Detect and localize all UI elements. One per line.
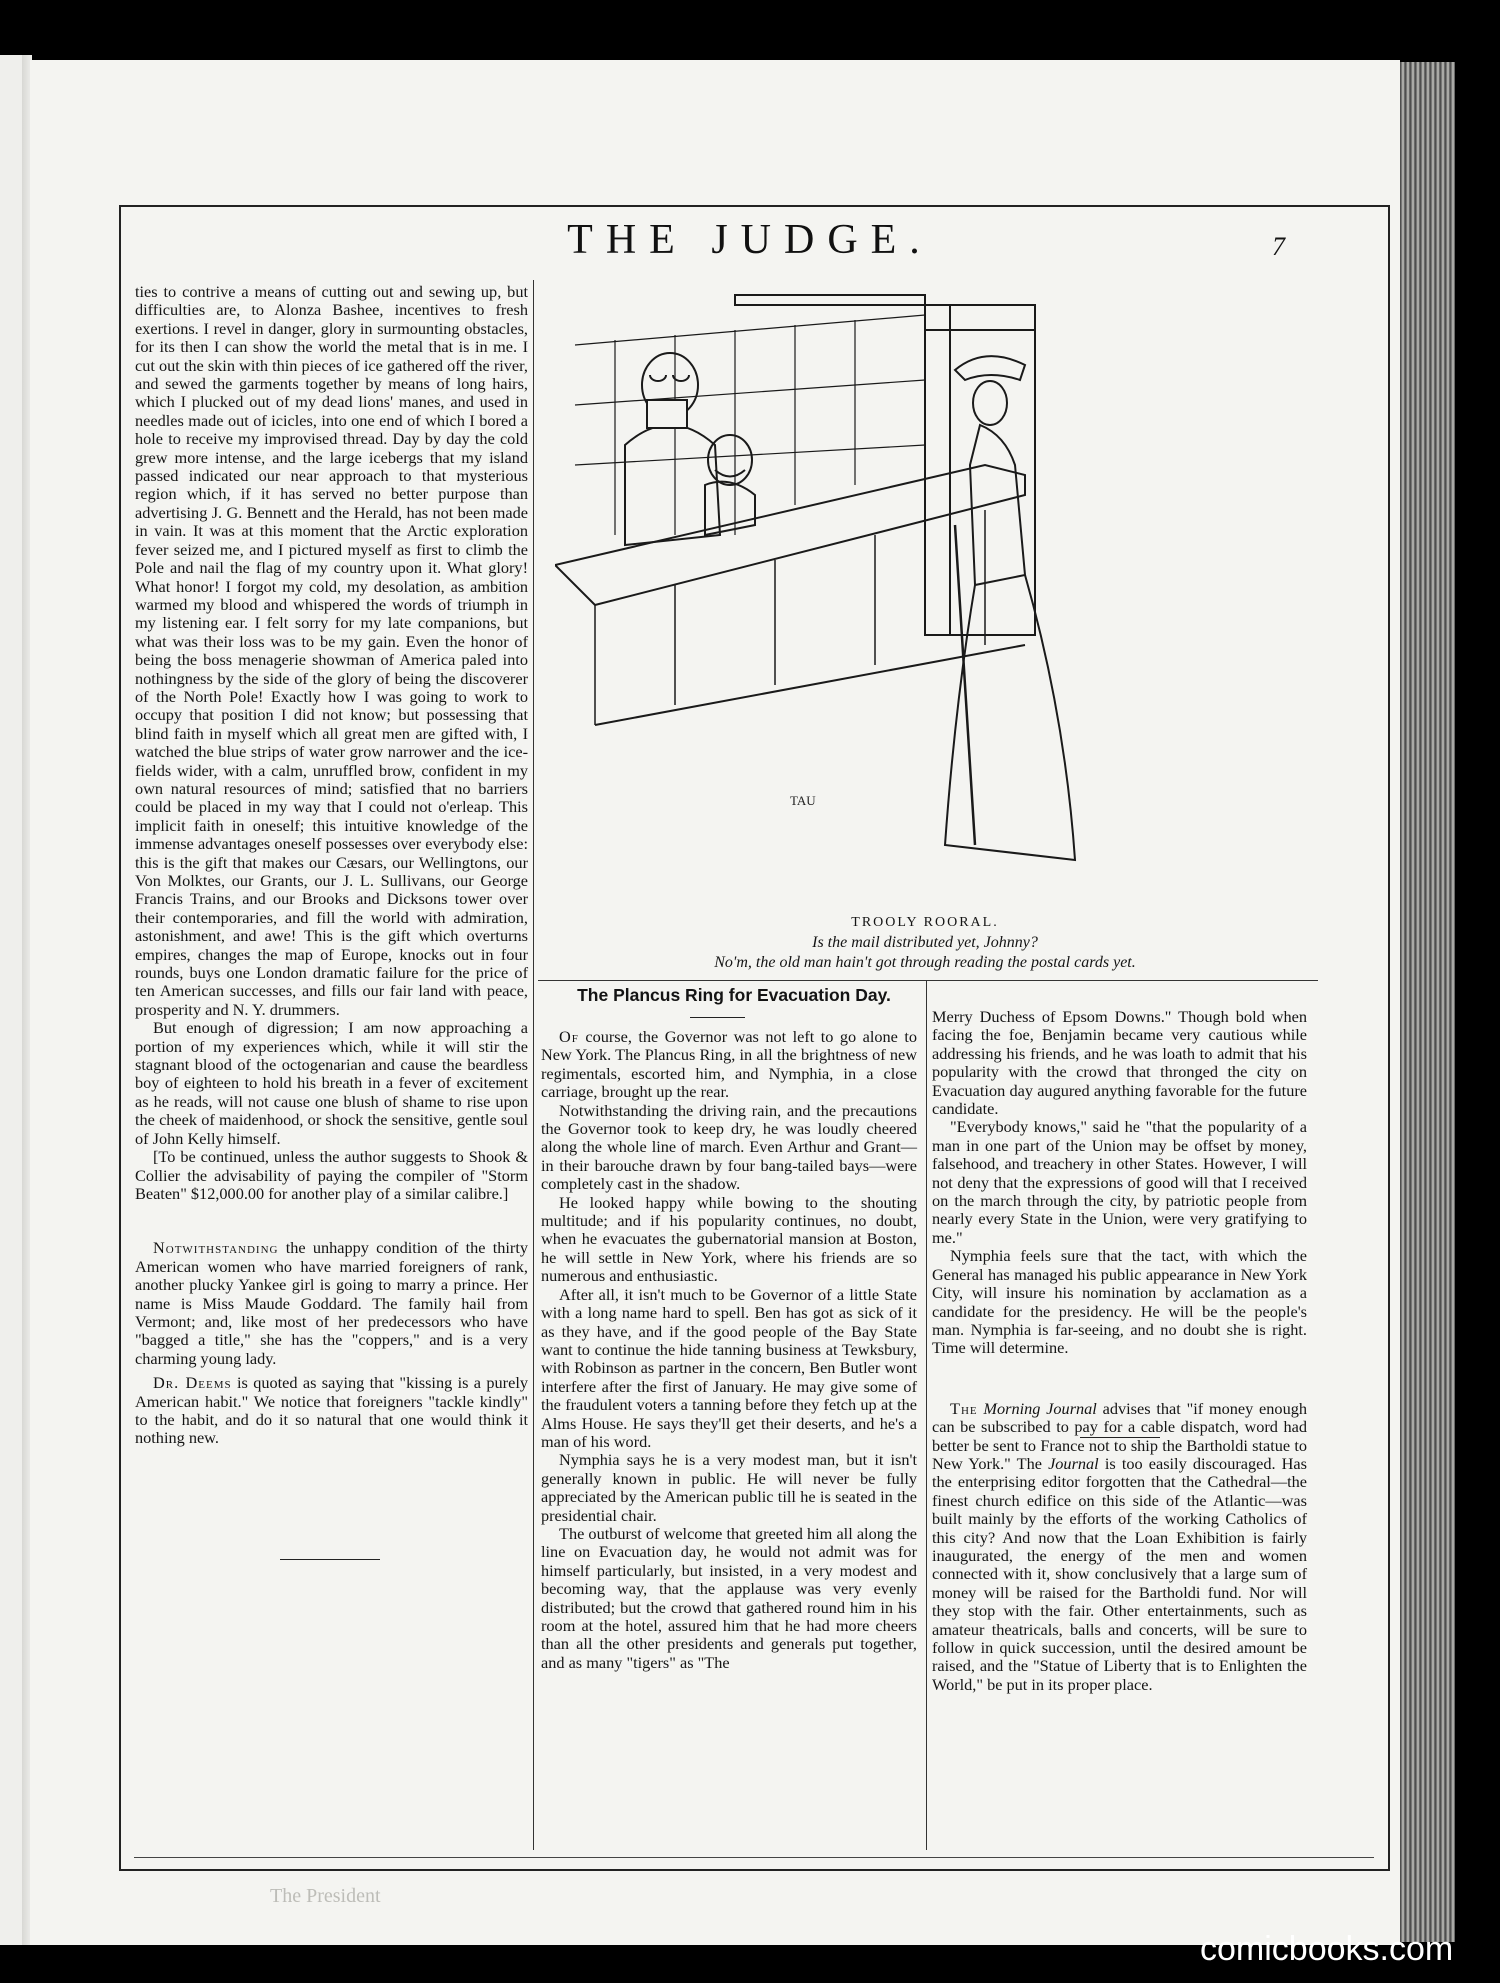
deems-item — [135, 1374, 528, 1448]
editor-note: [To be continued, unless the author suggests to Shook & Collier the advisability of paying the compiler of "Storm Beaten" $12,000.00 for another play of a similar calibre.] — [135, 1147, 528, 1203]
window-lattice — [575, 315, 925, 535]
goddard-text: the unhappy condition of the thirty American women who have married foreigners of rank, another plucky Yankee girl is going to marry a prince. Her name is Miss Maude Goddard. The family hail from Vermont; and, like most of her predecessors who have "bagged a title," she has the "coppers," and is a very charming young lady. — [135, 1238, 528, 1368]
left-column — [135, 283, 528, 1448]
journal-item — [932, 1400, 1307, 1695]
article-heading: The Plancus Ring for Evacuation Day. — [577, 985, 891, 1005]
journal-text-b: is too easily discouraged. Has the enterprising editor forgotten that the Cathedral—the finest church edifice on this side of the Atlantic—was built mainly by the efforts of the working Catholics of this city? And now that the Loan Exhibition is fairly inaugurated, the energy of the men and women connected with it, show conclusively that a large sum of money will be raised for the Bartholdi fund. Nor will they stop with the fair. Other entertainments, such as amateur theatricals, balls and concerts, will be sure to follow in quick succession, until the desired amount be raised, and the "Statue of Liberty that is to Enlighten the World," be put in its proper place. — [932, 1453, 1307, 1694]
page-border-inner-bottom — [134, 1857, 1374, 1858]
cartoon-caption-question: Is the mail distributed yet, Johnny? — [812, 934, 1038, 951]
column-rule-right — [926, 980, 927, 1850]
show-through-text: The President — [270, 1885, 381, 1907]
journal-name: Morning Journal — [983, 1398, 1097, 1418]
serial-text: ties to contrive a means of cutting out and sewing up, but difficulties are, to Alonza Bashee, incentives to fresh exertions. I revel in danger, glory in surmounting obstacles, for its then I can show the world the metal that is in me. I cut out the skin with thin pieces of ice gathered off the river, and sewed the garments together by means of long hairs, which I plucked out of my dead lions' manes, and used in needles made out of icicles, into one end of which I bored a hole to receive my improvised thread. Day by day the cold grew more intense, and the large icebergs that my island passed indicated our near approach to that mysterious region which, if it has served no better purpose than advertising J. G. Bennett and the Herald, has not been made in vain. It was at this moment that the Arctic exploration fever seized me, and I pictured myself as first to climb the Pole and nail the flag of my country upon it. What glory! What honor! I forgot my cold, my desolation, as ambition warmed my blood and whispered the words of triumph in my listening ear. I felt sorry for my late companions, but what was their loss was to be my gain. Even the honor of being the boss menagerie showman of America paled into nothingness by the side of the glory of being the discoverer of the North Pole! Exactly how I was going to work to occupy that position I did not know; but possessing that blind faith in myself which all great men are gifted with, I watched the blue strips of water grow narrower and the ice-fields wider, with a calm, unruffled brow, confident in my own natural resources of mind; satisfied that no barriers could be placed in my way that I could not o'erleap. This implicit faith in oneself; this intuitive knowledge of the immense advantages oneself possesses over everybody else: this is the gift that makes our Cæsars, our Wellingtons, our Von Molktes, our Grants, our J. L. Sullivans, our George Francis Trains, and our Brooks and Dicksons tower over their contemporaries, and fill the world with admiration, astonishment, and awe! This is the gift which overturns empires, changes the map of Europe, knocks out in four rounds, buys one London dramatic failure for the price of ten American successes, and fills our fair land with peace, prosperity and N. Y. drummers. — [135, 282, 528, 1019]
goddard-lead: Notwithstanding — [153, 1238, 279, 1258]
journal-lead: The — [950, 1398, 978, 1418]
article-p2: Notwithstanding the driving rain, and the precautions the Governor took to keep dry, he was loudly cheered along the whole line of march. Even Arthur and Grant—in their barouche drawn by four bang-tailed bays—were completely cast in the shadow. — [541, 1100, 917, 1194]
page-number: 7 — [1272, 232, 1285, 261]
article-p6-continued: Merry Duchess of Epsom Downs." Though bold when facing the foe, Benjamin became very cautious while addressing his friends, and he was loath to admit that his popularity with the crowd that thronged the city on Evacuation day augured anything favorable for the future candidate. — [932, 1007, 1307, 1119]
page-edges — [1400, 62, 1455, 1942]
column-rule-left — [533, 280, 534, 1850]
artist-signature: TAU — [790, 793, 816, 808]
deems-text: is quoted as saying that "kissing is a purely American habit." We notice that foreigners "tackle kindly" to the habit, and do it so natural that one would think it nothing new. — [135, 1373, 528, 1448]
post-office-illustration — [555, 285, 1215, 897]
middle-column — [541, 1008, 917, 1672]
right-column — [932, 1008, 1307, 1694]
mail-cabinet — [925, 305, 1035, 635]
article-p7: "Everybody knows," said he "that the popularity of a man in one part of the Union may be offset by money, falsehood, and treachery in other States. However, I will not deny that the expressions of good will that I received on the march through the city, by patriotic people from nearly every State in the Union, were very gratifying to me." — [932, 1117, 1307, 1247]
journal-text-a: advises that "if money enough can be subscribed to pay for a cable dispatch, word had better be sent to France not to ship the Bartholdi statue to New York." The — [932, 1398, 1307, 1473]
cartoon-title: TROOLY ROORAL. — [851, 915, 999, 930]
article-p3: He looked happy while bowing to the shouting multitude; and if his popularity continues, no doubt, when he evacuates the gubernatorial mansion at Boston, he will settle in New York, where his friends are so numerous and enthusiastic. — [541, 1192, 917, 1286]
section-rule-left — [280, 1559, 380, 1560]
watermark: comicbooks.com — [1200, 1930, 1454, 1968]
woman-figure — [945, 356, 1075, 860]
cartoon-caption-answer: No'm, the old man hain't got through reading the postal cards yet. — [714, 954, 1136, 971]
article-p1-text: course, the Governor was not left to go alone to New York. The Plancus Ring, in all the brightness of new regimentals, escorted him, and Nymphia, in a close carriage, brought up the rear. — [541, 1027, 917, 1102]
article-lead: Of — [559, 1027, 579, 1046]
article-p4: After all, it isn't much to be Governor of a little State with a long name hard to spell. Ben has got as sick of it as they have, and if the good people of the Bay State want to continue the hide tanning business at Tewksbury, with Robinson as partner in the concern, Ben Butler wont interfere after the first of January. He may give some of the fraudulent voters a tanning before they fetch up at the Alms House. He says they'll get their deserts, and he's a man of his word. — [541, 1284, 917, 1451]
masthead: THE JUDGE. — [567, 217, 933, 263]
journal-short: Journal — [1048, 1453, 1099, 1473]
article-p8: Nymphia feels sure that the tact, with which the General has managed his public appearance in New York City, will insure his nomination by acclamation as a candidate for the presidency. He will be the people's man. Nymphia is far-seeing, and no doubt she is right. Time will determine. — [932, 1246, 1307, 1358]
goddard-item — [135, 1239, 528, 1368]
article-p1 — [541, 1028, 917, 1102]
serial-end: But enough of digression; I am now approaching a portion of my experiences which, while it will stir the stagnant blood of the octogenarian and cause the beardless boy of eighteen to hold his breath in a fever of excitement as he reads, will not cause one blush of shame to rise upon the cheek of maidenhood, or shock the sensitive, gentle soul of John Kelly himself. — [135, 1018, 528, 1148]
binding-left-page — [0, 55, 22, 1945]
illustration-bottom-rule — [538, 980, 1318, 981]
article-p5: Nymphia says he is a very modest man, but it isn't generally known in public. He will never be fully appreciated by the American public till he is seated in the presidential chair. — [541, 1450, 917, 1525]
article-p6: The outburst of welcome that greeted him all along the line on Evacuation day, he would not admit was for himself particularly, but insisted, in a very modest and becoming way, that the applause was very evenly distributed; but the crowd that gathered round him in his room at the hotel, assured him that he had more cheers than all the other presidents and generals put together, and as many "tigers" as "The — [541, 1523, 917, 1672]
deems-lead: Dr. Deems — [153, 1373, 232, 1393]
